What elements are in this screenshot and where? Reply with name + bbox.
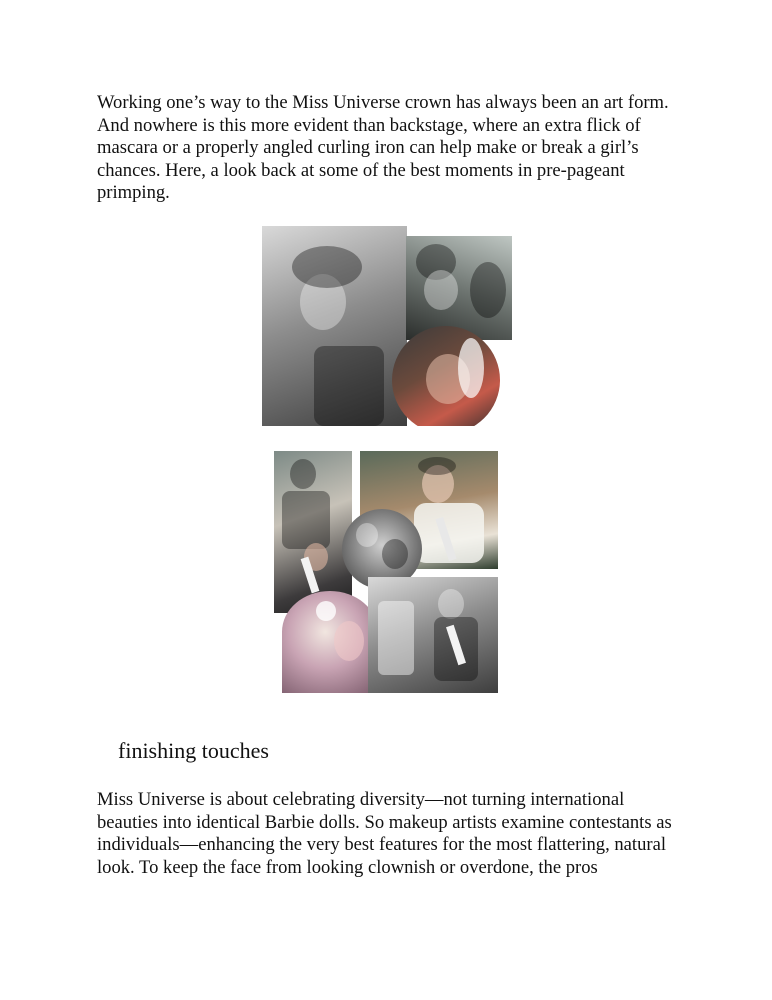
photo-eye-makeup-closeup	[392, 326, 500, 426]
photo-mirror-lights	[282, 591, 378, 693]
backstage-collage-vintage	[262, 226, 512, 426]
body-paragraph: Miss Universe is about celebrating diversity—not turning international beauties into identical Barbie dolls. So makeup artists examine contestants as individuals—enhancing the very best features for the most flattering, natural look. To keep the face from looking clownish or overdone, the pros	[97, 789, 672, 878]
photo-makeup-application-bw	[406, 236, 512, 340]
photo-hair-styling-bw	[262, 226, 407, 426]
photo-hair-stylist	[274, 451, 352, 613]
intro-paragraph: Working one’s way to the Miss Universe crown has always been an art form. And nowhere is this more evident than backstage, where an extra flick of mascara or a properly angled curling iron can help make or break a girl’s chances. Here, a look back at some of the best moments in pre-pageant primping.	[97, 92, 669, 203]
photo-contestant-sash-bw	[368, 577, 498, 693]
backstage-collage-modern	[274, 451, 498, 693]
section-heading: finishing touches	[118, 738, 269, 763]
